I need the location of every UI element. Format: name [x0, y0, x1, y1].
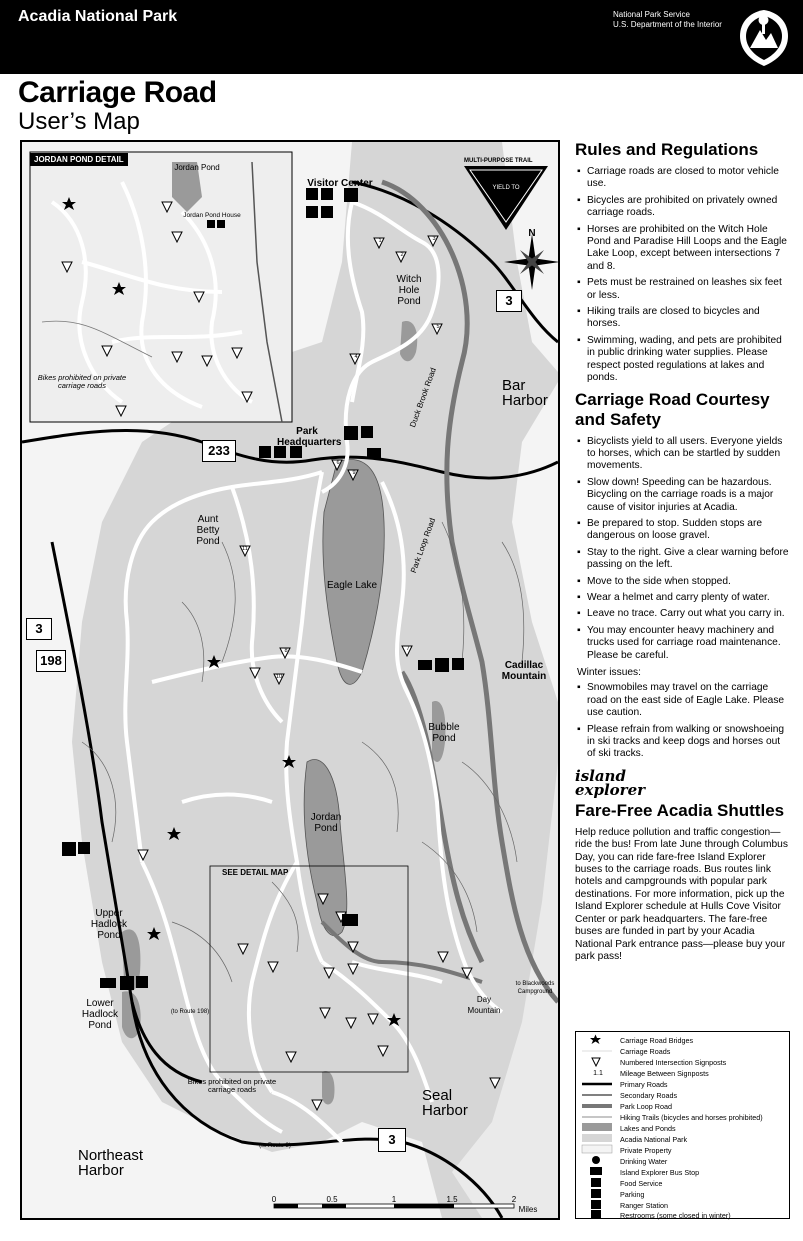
label-witch-hole-pond: Witch Hole Pond	[396, 274, 422, 307]
winter-list	[575, 682, 790, 760]
legend-ranger-station: Ranger Station	[620, 1201, 668, 1210]
label-jordan-pond-inset: Jordan Pond	[174, 163, 220, 172]
label-bubble-pond: Bubble Pond	[428, 722, 460, 744]
legend-bridges: Carriage Road Bridges	[620, 1036, 694, 1045]
trail-sign-title: MULTI-PURPOSE TRAIL	[464, 158, 533, 164]
winter-item: ▪ Please refrain from walking or snowshoeing in ski tracks and keep dogs and horses out of ski tracks.	[575, 724, 790, 761]
label-jordan-pond: Jordan Pond	[310, 812, 342, 834]
scale-tick-2: 2	[511, 1195, 517, 1204]
legend-symbols	[578, 1032, 618, 1218]
signpost-9: 9	[352, 470, 356, 476]
legend-national-park: Acadia National Park	[620, 1135, 688, 1144]
signpost-4: 4	[354, 354, 358, 360]
signpost-6: 6	[336, 460, 340, 466]
scale-tick-0: 0	[271, 1195, 277, 1204]
courtesy-list	[575, 436, 790, 663]
label-park-headquarters: Park Headquarters	[277, 426, 342, 448]
label-park-loop-road: Park Loop Road	[408, 516, 438, 575]
signpost-11: 11	[242, 546, 248, 552]
agency-line-2: U.S. Department of the Interior	[613, 20, 722, 29]
logo-line-1: island	[575, 766, 626, 785]
signpost-1: 1	[378, 238, 382, 244]
label-to-route-3: (to Route 3)	[259, 1143, 291, 1149]
compass-north: N	[528, 228, 536, 239]
rules-heading: Rules and Regulations	[575, 140, 759, 159]
courtesy-item: ▪ Wear a helmet and carry plenty of water.	[575, 592, 790, 604]
label-duck-brook-road: Duck Brook Road	[408, 366, 438, 429]
legend-mileage-sample: 1.1	[593, 1070, 603, 1077]
label-day-mountain: Day Mountain	[467, 995, 501, 1015]
scale-unit: Miles	[518, 1205, 538, 1214]
label-to-route-198: (to Route 198)	[170, 1009, 210, 1015]
label-bikes-prohibited-map: Bikes prohibited on private carriage roads	[187, 1077, 277, 1094]
rule-item: ▪ Hiking trails are closed to bicycles and horses.	[575, 306, 790, 331]
legend-park-loop-road: Park Loop Road	[620, 1102, 672, 1111]
legend-secondary-roads: Secondary Roads	[620, 1091, 678, 1100]
inset-title: JORDAN POND DETAIL	[30, 153, 128, 166]
label-visitor-center: Visitor Center	[307, 178, 373, 189]
trail-sign-yield: YIELD TO	[492, 185, 520, 191]
legend-primary-roads: Primary Roads	[620, 1080, 668, 1089]
label-cadillac-mountain: Cadillac Mountain	[501, 660, 547, 682]
route-233-shield: 233	[202, 440, 236, 462]
logo-line-2: explorer	[575, 780, 646, 799]
legend-drinking-water: Drinking Water	[620, 1157, 668, 1166]
page-subtitle: User’s Map	[18, 108, 140, 135]
courtesy-item: ▪ Slow down! Speeding can be hazardous. Bicycling on the carriage roads is a major cause of visitor injuries at Acadia.	[575, 477, 790, 514]
header-bar	[0, 0, 803, 74]
island-explorer-logo	[575, 766, 790, 799]
label-seal-harbor: Seal Harbor	[422, 1087, 468, 1119]
route-3-shield-s: 3	[378, 1128, 406, 1152]
signpost-3: 3	[432, 236, 436, 242]
shuttle-body: Help reduce pollution and traffic congestion—ride the bus! From late June through Columbus Day, you can ride fare-free Island Explorer buses to the carriage roads. Bus routes link hotels and campgrounds with popular park destinations. For more information, pick up the Island Explorer schedule at Hulls Cove Visitor Center or park headquarters. The fare-free buses are funded in part by your Acadia National Park entrance pass—please buy your park pass!	[575, 826, 788, 962]
scale-tick-1-5: 1.5	[446, 1195, 458, 1204]
legend-restrooms: Restrooms (some closed in winter)	[620, 1211, 731, 1220]
legend-signposts: Numbered Intersection Signposts	[620, 1058, 727, 1067]
scale-tick-1: 1	[391, 1195, 397, 1204]
courtesy-item: ▪ You may encounter heavy machinery and trucks used for carriage road maintenance. Please be careful.	[575, 625, 790, 662]
agency-line-1: National Park Service	[613, 10, 690, 19]
page-title: Carriage Road	[18, 76, 217, 109]
route-3-shield-ne: 3	[496, 290, 522, 312]
legend-private-property: Private Property	[620, 1146, 672, 1155]
legend-mileage: Mileage Between Signposts	[620, 1069, 709, 1078]
legend-hiking-trails: Hiking Trails (bicycles and horses prohibited)	[620, 1113, 763, 1122]
shuttle-heading: Fare-Free Acadia Shuttles	[575, 800, 785, 820]
legend-bus-stop: Island Explorer Bus Stop	[620, 1168, 700, 1177]
signpost-10: 10	[275, 674, 283, 680]
label-upper-hadlock-pond: Upper Hadlock Pond	[90, 908, 128, 941]
shuttle-section	[575, 766, 790, 963]
courtesy-item: ▪ Stay to the right. Give a clear warning before passing on the left.	[575, 547, 790, 572]
label-northeast-harbor: Northeast Harbor	[78, 1147, 144, 1179]
courtesy-item: ▪ Leave no trace. Carry out what you carry in.	[575, 608, 790, 620]
signpost-2: 2	[400, 252, 404, 258]
label-bar-harbor: Bar Harbor	[502, 377, 548, 409]
scale-tick-0-5: 0.5	[326, 1195, 338, 1204]
label-blackwoods-campground: to Blackwoods Campground	[515, 981, 555, 995]
winter-label: Winter issues:	[577, 667, 641, 678]
see-detail-map-label: SEE DETAIL MAP	[222, 868, 289, 877]
rule-item: ▪ Carriage roads are closed to motor vehicle use.	[575, 166, 790, 191]
rule-item: ▪ Swimming, wading, and pets are prohibited in public drinking water supplies. Please respect posted regulations at lakes and ponds.	[575, 335, 790, 385]
carriage-road-map	[20, 140, 560, 1220]
courtesy-item: ▪ Be prepared to stop. Sudden stops are dangerous on loose gravel.	[575, 518, 790, 543]
label-eagle-lake: Eagle Lake	[326, 580, 378, 591]
rule-item: ▪ Pets must be restrained on leashes six feet or less.	[575, 277, 790, 302]
route-3-shield-w: 3	[26, 618, 52, 640]
legend-parking: Parking	[620, 1190, 645, 1199]
legend-carriage-roads: Carriage Roads	[620, 1047, 671, 1056]
label-lower-hadlock-pond: Lower Hadlock Pond	[81, 998, 119, 1031]
signpost-7: 7	[406, 646, 410, 652]
winter-item: ▪ Snowmobiles may travel on the carriage road on the east side of Eagle Lake. Please use caution.	[575, 682, 790, 719]
park-name: Acadia National Park	[18, 8, 178, 25]
courtesy-heading: Carriage Road Courtesy and Safety	[575, 389, 770, 429]
label-aunt-betty-pond: Aunt Betty Pond	[196, 514, 220, 547]
label-jordan-pond-house: Jordan Pond House	[183, 212, 241, 219]
signpost-5: 5	[436, 324, 440, 330]
rules-list	[575, 166, 790, 385]
map-graphic	[22, 142, 558, 1218]
nps-arrowhead-logo	[738, 8, 790, 68]
legend-lakes: Lakes and Ponds	[620, 1124, 676, 1133]
rule-item: ▪ Horses are prohibited on the Witch Hole Pond and Paradise Hill Loops and the Eagle Lake Loop, except between intersections 7 and 8.	[575, 224, 790, 274]
label-bikes-prohibited-inset: Bikes prohibited on private carriage roads	[37, 373, 127, 390]
route-198-shield: 198	[36, 650, 66, 672]
signpost-8: 8	[284, 648, 288, 654]
courtesy-item: ▪ Bicyclists yield to all users. Everyone yields to horses, which can be startled by sudden movements.	[575, 436, 790, 473]
courtesy-item: ▪ Move to the side when stopped.	[575, 576, 790, 588]
legend-food-service: Food Service	[620, 1179, 663, 1188]
rule-item: ▪ Bicycles are prohibited on privately owned carriage roads.	[575, 195, 790, 220]
agency-text	[613, 10, 722, 30]
map-legend	[575, 1031, 790, 1219]
